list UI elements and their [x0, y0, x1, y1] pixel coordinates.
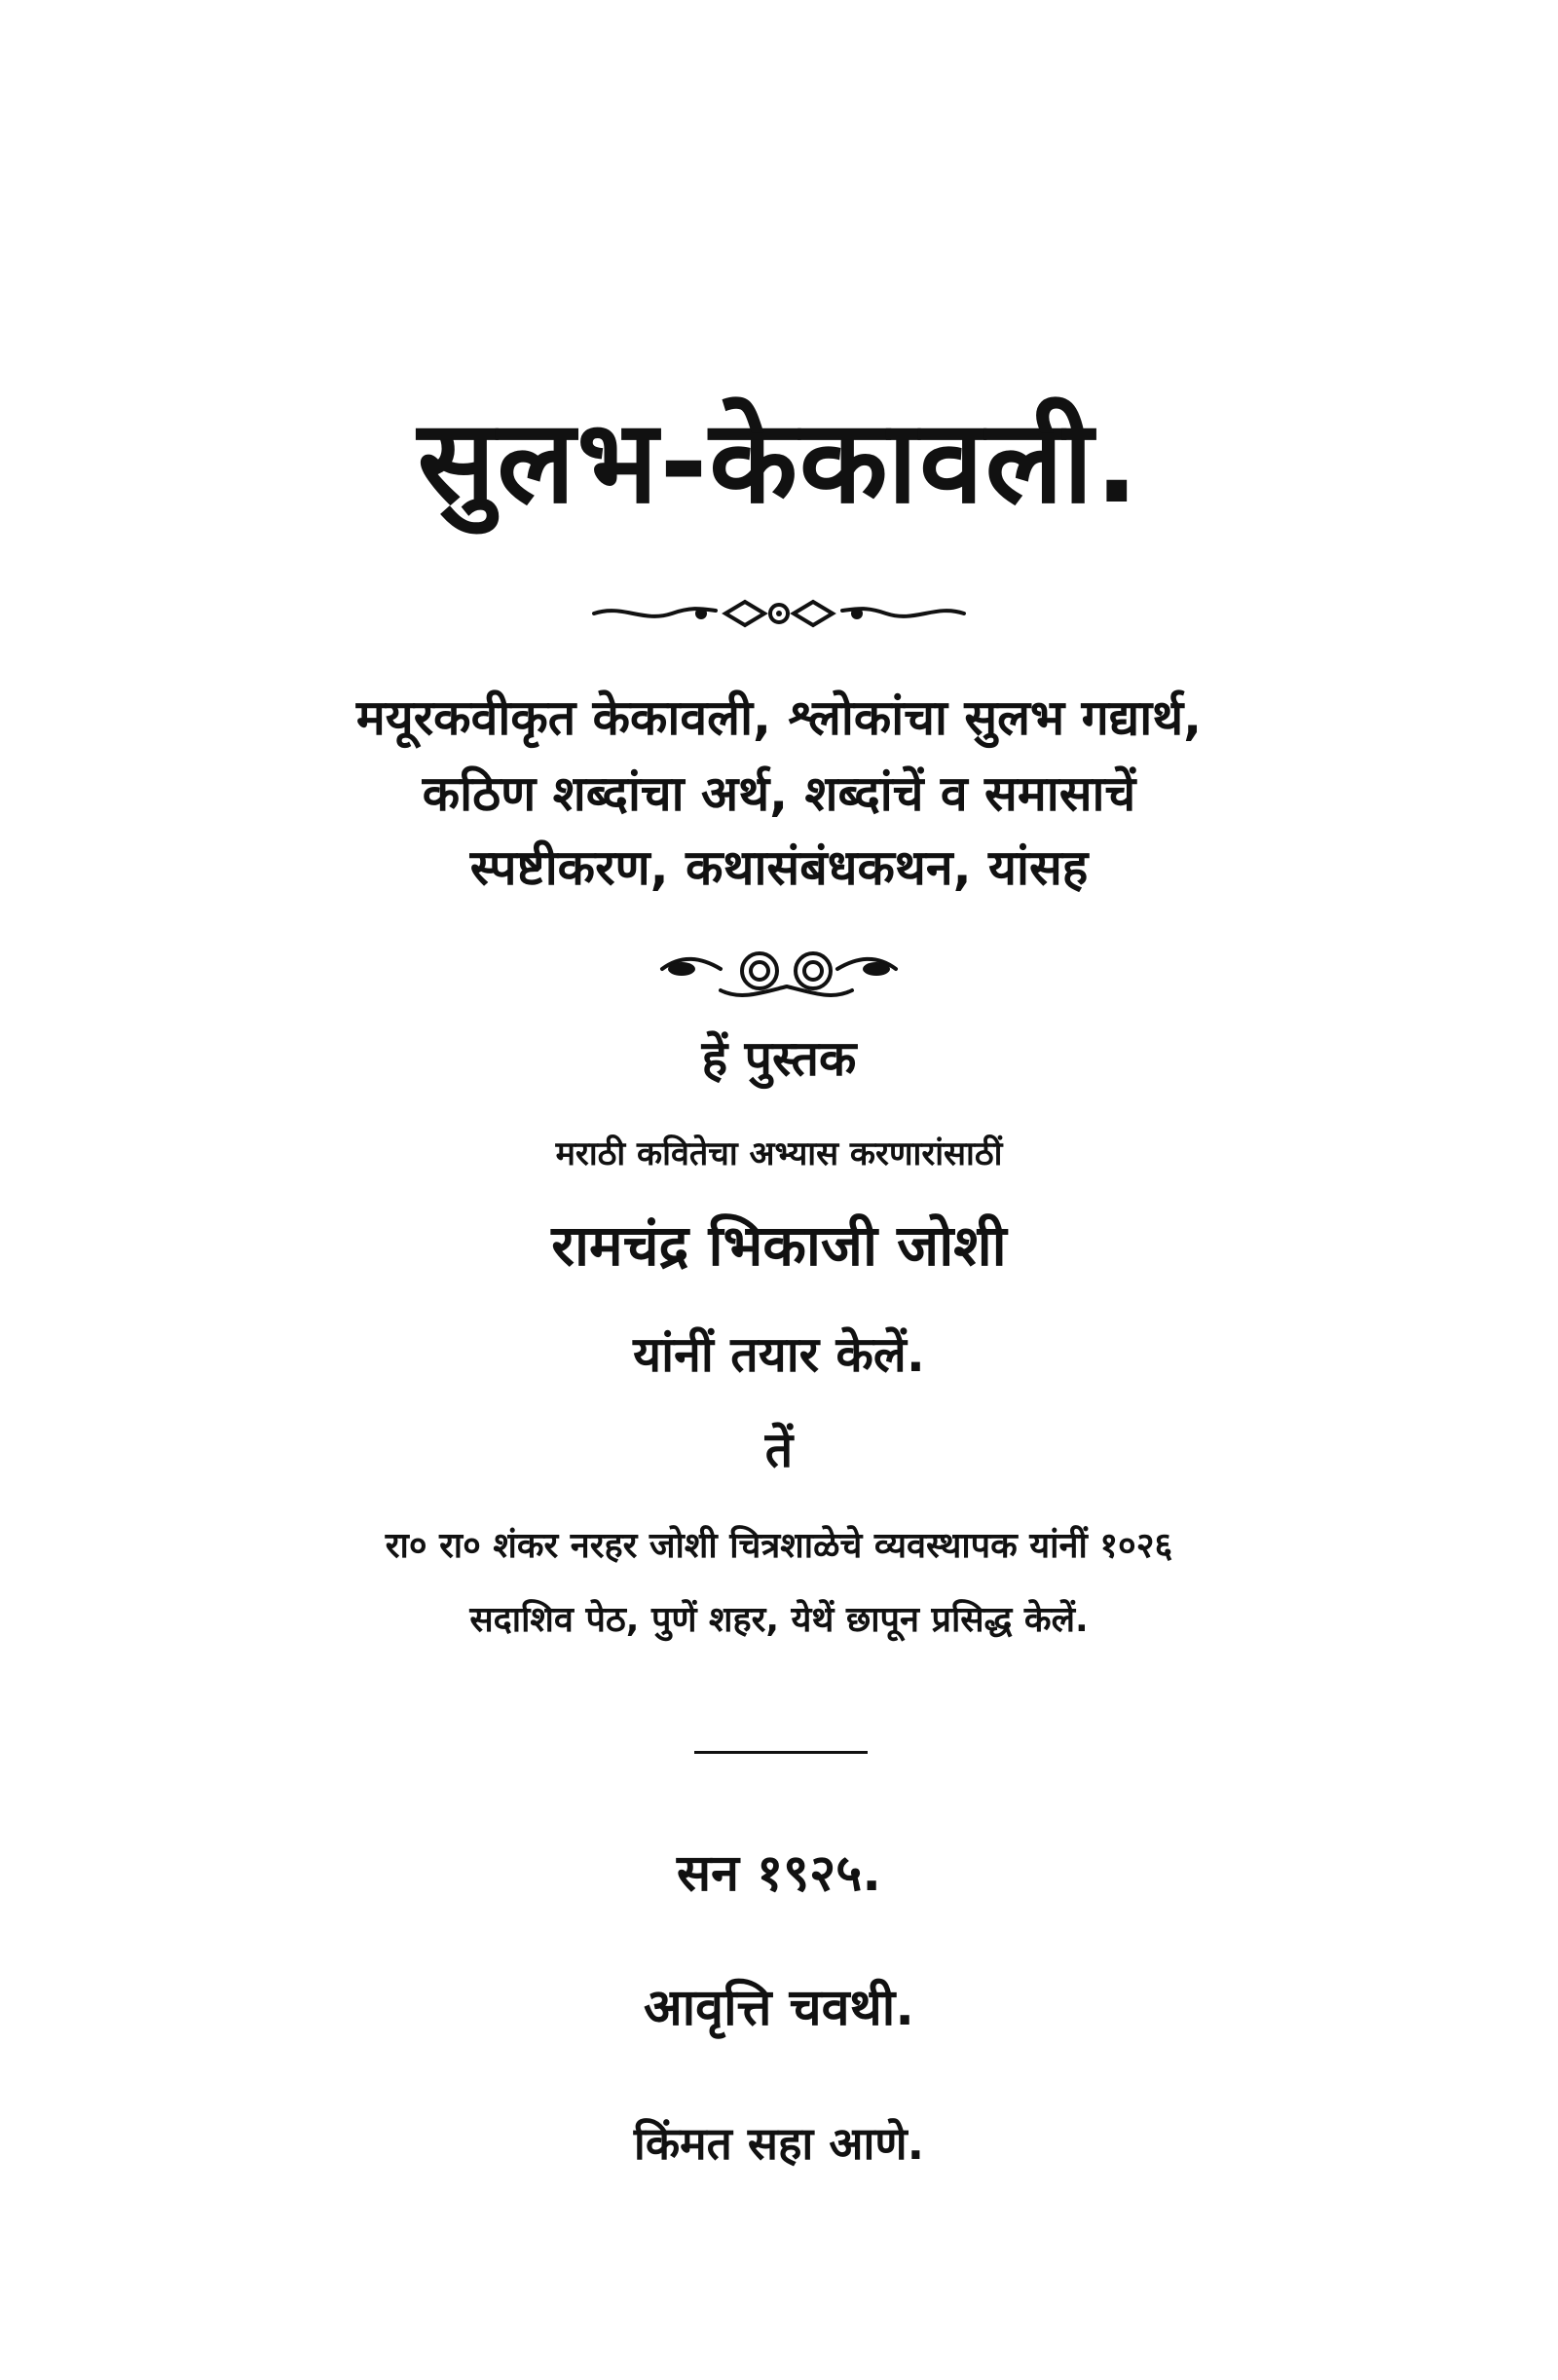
publisher-line-1: रा० रा० शंकर नरहर जोशी चित्रशाळेचे व्यवस्थापक यांनीं १०२६: [385, 1526, 1173, 1566]
edition-line: आवृत्ति चवथी.: [644, 1979, 914, 2037]
horizontal-rule: [694, 1751, 868, 1754]
book-line: हें पुस्तक: [701, 1030, 857, 1087]
audience-line: मराठी कवितेचा अभ्यास करणारांसाठीं: [555, 1134, 1003, 1173]
author-name: रामचंद्र भिकाजी जोशी: [551, 1212, 1007, 1279]
te-line: तें: [764, 1422, 794, 1478]
ornament-divider-top: [0, 589, 1558, 638]
subtitle-line-3: स्पष्टीकरण, कथासंबंधकथन, यांसह: [469, 839, 1089, 896]
publication-year: सन १९२५.: [676, 1844, 882, 1903]
book-title: सुलभ-केकावली.: [417, 394, 1141, 529]
subtitle-line-1: मयूरकवीकृत केकावली, श्लोकांचा सुलभ गद्यार्थ,: [355, 689, 1203, 746]
subtitle-line-2: कठिण शब्दांचा अर्थ, शब्दांचें व समासाचें: [422, 765, 1136, 822]
publisher-line-2: सदाशिव पेठ, पुणें शहर, येथें छापून प्रसिद्ध केलें.: [469, 1600, 1089, 1640]
prepared-line: यांनीं तयार केलें.: [633, 1326, 925, 1383]
ornament-divider-middle: [0, 940, 1558, 1008]
price-line: किंमत सहा आणे.: [633, 2117, 925, 2170]
